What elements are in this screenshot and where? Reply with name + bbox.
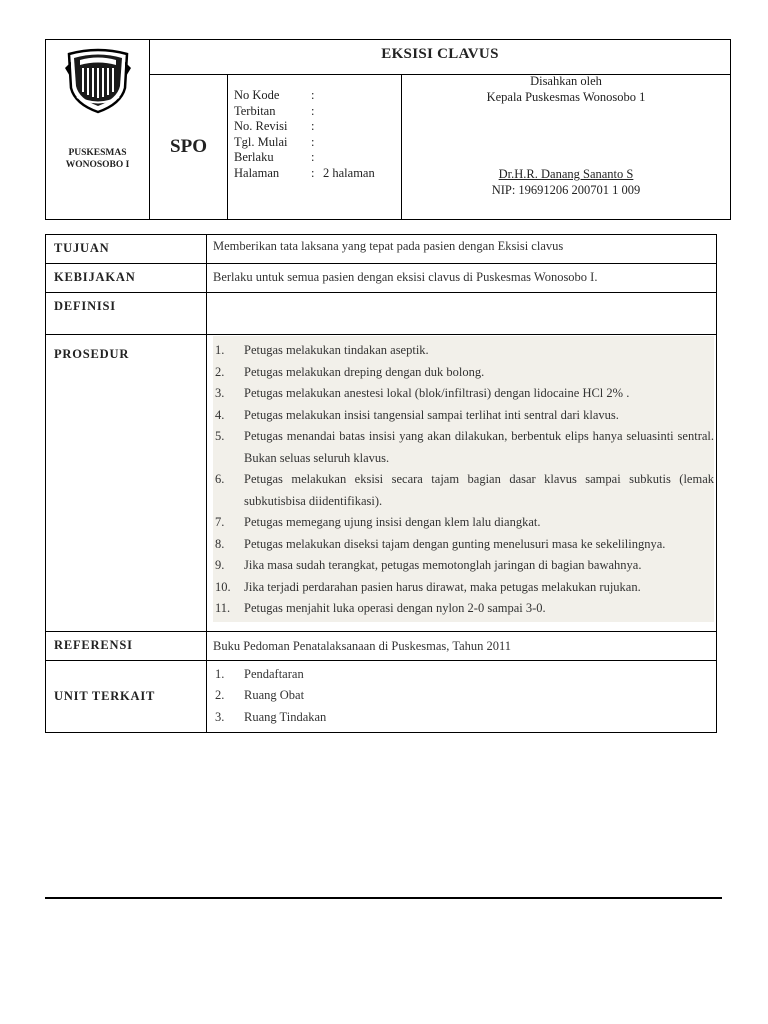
procedure-step-text: Petugas melakukan insisi tangensial sampai terlihat inti sentral dari klavus. xyxy=(244,407,619,422)
list-item: 4. Petugas melakukan insisi tangensial sampai terlihat inti sentral dari klavus. xyxy=(215,407,619,422)
meta-label: Terbitan xyxy=(234,103,276,118)
section-value: Memberikan tata laksana yang tepat pada pasien dengan Eksisi clavus xyxy=(207,235,717,264)
list-item: 10. Jika terjadi perdarahan pasien harus dirawat, maka petugas melakukan rujukan. xyxy=(215,579,641,594)
meta-label: No Kode xyxy=(234,88,280,102)
related-units-list xyxy=(213,661,710,733)
section-label: KEBIJAKAN xyxy=(46,264,207,293)
list-item: 1. Pendaftaran xyxy=(215,666,304,681)
meta-row: Terbitan : xyxy=(234,103,315,118)
signer-nip: NIP: 19691206 200701 1 009 xyxy=(491,183,641,197)
footer-rule xyxy=(45,897,722,899)
unit-text: Ruang Tindakan xyxy=(244,709,327,724)
procedure-step-text: Petugas menjahit luka operasi dengan nylon 2-0 sampai 3-0. xyxy=(244,601,546,615)
meta-row: Halaman : 2 halaman xyxy=(234,165,375,180)
row-unit-terkait xyxy=(46,660,717,733)
meta-value: 2 halaman xyxy=(323,165,375,180)
header-divider xyxy=(149,40,150,219)
row-tujuan xyxy=(46,235,717,264)
list-item: 1. Petugas melakukan tindakan aseptik. xyxy=(215,343,429,357)
section-value xyxy=(207,335,717,632)
row-prosedur xyxy=(46,335,717,632)
list-item: 3. Ruang Tindakan xyxy=(215,709,327,724)
header-divider xyxy=(227,74,228,219)
approver-title: Kepala Puskesmas Wonosobo 1 xyxy=(486,90,646,104)
list-item: 5. Petugas menandai batas insisi yang akan dilakukan, berbentuk elips hanya seluasinti sentral. Bukan seluas seluruh klavus. xyxy=(215,429,714,465)
section-label: PROSEDUR xyxy=(46,335,207,632)
procedure-step-text: Petugas melakukan tindakan aseptik. xyxy=(244,343,429,357)
meta-label: Berlaku xyxy=(234,150,274,165)
approved-by-text: Disahkan oleh xyxy=(530,74,602,88)
meta-label: No. Revisi xyxy=(234,119,288,134)
spo-header xyxy=(45,39,731,220)
institution-line: PUSKESMAS xyxy=(68,148,127,158)
logo-cell xyxy=(46,40,149,219)
spo-label: SPO xyxy=(170,136,207,157)
list-item: 9. Jika masa sudah terangkat, petugas memotonglah jaringan di bagian bawahnya. xyxy=(215,558,642,572)
section-label: DEFINISI xyxy=(46,293,207,335)
list-item: 2. Ruang Obat xyxy=(215,688,305,702)
procedure-step-text: Jika terjadi perdarahan pasien harus dirawat, maka petugas melakukan rujukan. xyxy=(244,579,641,594)
section-value: Buku Pedoman Penatalaksanaan di Puskesmas, Tahun 2011 xyxy=(207,631,717,660)
meta-label: Tgl. Mulai xyxy=(234,134,288,149)
procedure-step-text: Petugas melakukan diseksi tajam dengan gunting menelusuri masa ke sekelilingnya. xyxy=(244,536,666,551)
section-value xyxy=(207,293,717,335)
procedure-step-text: Petugas melakukan anestesi lokal (blok/infiltrasi) dengan lidocaine HCl 2% . xyxy=(244,386,630,400)
meta-row: No Kode : xyxy=(234,88,315,102)
list-item: 11. Petugas menjahit luka operasi dengan nylon 2-0 sampai 3-0. xyxy=(215,601,546,615)
procedure-step-text: Petugas menandai batas insisi yang akan dilakukan, berbentuk elips hanya seluasinti sentral. Bukan seluas seluruh klavus. xyxy=(244,429,714,465)
unit-text: Pendaftaran xyxy=(244,666,304,681)
procedure-steps-box xyxy=(213,336,714,622)
list-item: 6. Petugas melakukan eksisi secara tajam bagian dasar klavus sampai subkutis (lemak subkutisbisa diidentifikasi). xyxy=(215,472,714,508)
wonosobo-crest-logo xyxy=(63,48,133,114)
meta-label: Halaman xyxy=(234,165,280,180)
section-label: TUJUAN xyxy=(46,235,207,264)
section-label: UNIT TERKAIT xyxy=(46,660,207,733)
procedure-step-text: Petugas melakukan eksisi secara tajam bagian dasar klavus sampai subkutis (lemak subkutisbisa diidentifikasi). xyxy=(244,472,714,508)
row-referensi xyxy=(46,631,717,660)
spo-content-table xyxy=(45,234,717,733)
meta-row: No. Revisi : xyxy=(234,119,315,134)
signer-block xyxy=(402,166,730,198)
row-kebijakan xyxy=(46,264,717,293)
list-item: 2. Petugas melakukan dreping dengan duk bolong. xyxy=(215,364,485,379)
approval-block xyxy=(402,73,730,105)
section-value xyxy=(207,660,717,733)
document-meta xyxy=(234,88,375,182)
procedure-steps-list xyxy=(213,340,714,620)
list-item: 7. Petugas memegang ujung insisi dengan klem lalu diangkat. xyxy=(215,515,541,529)
procedure-step-text: Petugas melakukan dreping dengan duk bolong. xyxy=(244,364,485,379)
section-label: REFERENSI xyxy=(46,631,207,660)
list-item: 3. Petugas melakukan anestesi lokal (blok/infiltrasi) dengan lidocaine HCl 2% . xyxy=(215,386,630,400)
unit-text: Ruang Obat xyxy=(244,688,305,702)
meta-row: Berlaku : xyxy=(234,150,315,165)
signer-name: Dr.H.R. Danang Sananto S xyxy=(498,167,634,181)
institution-name xyxy=(46,147,149,171)
list-item: 8. Petugas melakukan diseksi tajam dengan gunting menelusuri masa ke sekelilingnya. xyxy=(215,536,666,551)
procedure-step-text: Jika masa sudah terangkat, petugas memotonglah jaringan di bagian bawahnya. xyxy=(244,558,642,572)
section-value: Berlaku untuk semua pasien dengan eksisi clavus di Puskesmas Wonosobo I. xyxy=(207,264,717,293)
row-definisi xyxy=(46,293,717,335)
institution-line: WONOSOBO I xyxy=(65,160,130,170)
document-title: EKSISI CLAVUS xyxy=(381,46,499,62)
meta-row: Tgl. Mulai : xyxy=(234,134,315,149)
procedure-step-text: Petugas memegang ujung insisi dengan klem lalu diangkat. xyxy=(244,515,541,529)
